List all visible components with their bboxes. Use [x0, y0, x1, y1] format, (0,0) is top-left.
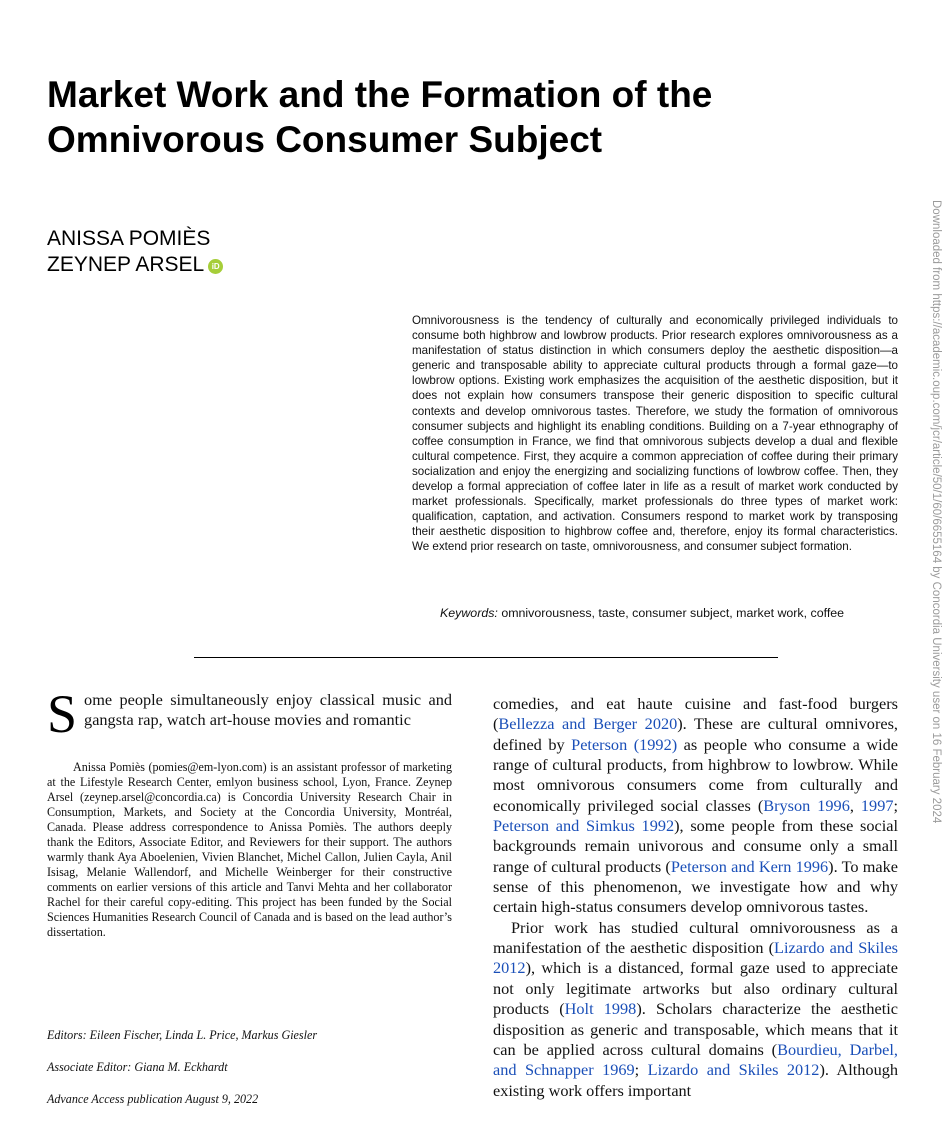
- citation-link[interactable]: Bryson 1996: [763, 795, 850, 815]
- download-notice: Downloaded from https://academic.oup.com/jcr/article/50/1/60/6655164 by Concordia University user on 16 February 2024: [930, 200, 942, 824]
- article-title: Market Work and the Formation of the Omnivorous Consumer Subject: [47, 74, 713, 160]
- citation-link[interactable]: Lizardo and Skiles 2012: [647, 1060, 820, 1080]
- drop-cap: S: [47, 684, 78, 744]
- body-paragraph: [493, 694, 898, 918]
- orcid-icon[interactable]: iD: [208, 259, 223, 274]
- body-text: ). To make sense of this phenomenon, we investigate how and why certain high-status consumers develop omnivorous tastes.: [493, 856, 898, 917]
- body-text: ;: [893, 795, 898, 815]
- body-text: as people who consume a wide range of cultural products, from highbrow to lowbrow. While most omnivorous consumers come from culturally and economically privileged social classes (: [493, 734, 898, 815]
- citation-link[interactable]: Holt 1998: [564, 999, 637, 1019]
- body-text: Prior work has studied cultural omnivorousness as a manifestation of the aesthetic disposition (: [493, 917, 898, 958]
- citation-link[interactable]: Peterson and Kern 1996: [670, 856, 829, 876]
- right-column: [493, 694, 898, 1101]
- body-text: ). These are cultural omnivores, defined by: [493, 714, 899, 754]
- editors-line: Editors: Eileen Fischer, Linda L. Price, Markus Giesler: [47, 1028, 318, 1042]
- author-name: ANISSA POMIÈS: [47, 227, 211, 250]
- citation-link[interactable]: Bellezza and Berger 2020: [498, 714, 678, 734]
- body-text: ). Although existing work offers important: [493, 1060, 898, 1100]
- body-text: ,: [849, 795, 861, 815]
- body-text: ;: [634, 1060, 648, 1080]
- keywords-list: omnivorousness, taste, consumer subject, market work, coffee: [501, 606, 845, 620]
- body-text: comedies, and eat haute cuisine and fast-food burgers (: [493, 694, 898, 734]
- author-footnote: Anissa Pomiès (pomies@em-lyon.com) is an assistant professor of marketing at the Lifestyle Research Center, emlyon business school, Lyon, France. Zeynep Arsel (zeynep.arsel@concordia.ca) is Concordia University Research Chair in Consumption, Markets, and Society at the Concordia University, Montréal, Canada. Please address correspondence to Anissa Pomiès. The authors deeply thank the Editors, Associate Editor, and Reviewers for their support. The authors warmly thank Aya Aboelenien, Vivien Blanchet, Michel Callon, Julien Cayla, Anil Isisag, Melanie Wallendorf, and Michelle Weinberger for their constructive comments on earlier versions of this article and Tanvi Mehta and her collaborator Rachel for their careful copy-editing. This project has been funded by the Social Sciences Humanities Research Council of Canada and is based on the lead author’s dissertation.: [47, 760, 452, 939]
- citation-link[interactable]: Peterson and Simkus 1992: [493, 816, 675, 836]
- intro-text: ome people simultaneously enjoy classical music and gangsta rap, watch art-house movies and romantic: [84, 690, 452, 730]
- associate-editor-line: Associate Editor: Giana M. Eckhardt: [47, 1060, 228, 1074]
- keywords-label: Keywords:: [440, 606, 498, 620]
- body-paragraph: [493, 918, 898, 1101]
- citation-link[interactable]: 1997: [860, 795, 894, 815]
- author-list: [47, 226, 223, 278]
- keywords: [440, 605, 900, 621]
- left-column: [47, 684, 452, 744]
- download-sidebar: [930, 200, 944, 1120]
- abstract: Omnivorousness is the tendency of culturally and economically privileged individuals to consume both highbrow and lowbrow products. Prior research explores omnivorousness as a manifestation of status distinction in which consumers deploy the aesthetic disposition—a generic and transposable ability to appreciate cultural products through a formal gaze—to lowbrow options. Existing work emphasizes the acquisition of the aesthetic disposition, but it does not explain how consumers transpose their generic disposition to specific cultural contexts and develop omnivorous tastes. Therefore, we study the formation of omnivorous consumer subjects and highlight its enabling conditions. Building on a 7-year ethnography of coffee consumption in France, we find that omnivorous subjects develop a dual and flexible cultural competence. First, they acquire a common appreciation of coffee during their primary socialization and enjoy the energizing and socializing functions of lowbrow coffee. Then, they develop a formal appreciation of coffee later in life as a result of market work conducted by market professionals. Specifically, market professionals do three types of market work: qualification, captation, and activation. Consumers respond to market work by transposing their aesthetic disposition to highbrow coffee and, therefore, enjoy its formal characteristics. We extend prior research on taste, omnivorousness, and consumer subject formation.: [412, 314, 898, 554]
- advance-access-line: Advance Access publication August 9, 2022: [47, 1092, 259, 1106]
- citation-link[interactable]: Lizardo and Skiles 2012: [493, 938, 899, 978]
- body-text: ), some people from these social backgrounds remain univorous and consume only a small range of cultural products (: [493, 816, 898, 876]
- body-text: ). Scholars characterize the aesthetic disposition as generic and transposable, which means that it can be applied across cultural domains (: [493, 999, 898, 1059]
- citation-link[interactable]: Peterson (1992): [571, 734, 678, 754]
- section-divider: [194, 657, 778, 658]
- body-text: ), which is a distanced, formal gaze used to appreciate not only legitimate artworks but also ordinary cultural products (: [493, 958, 898, 1019]
- citation-link[interactable]: Bourdieu, Darbel, and Schnapper 1969: [493, 1039, 898, 1080]
- intro-paragraph: [47, 684, 452, 744]
- author-name: ZEYNEP ARSEL: [47, 253, 205, 276]
